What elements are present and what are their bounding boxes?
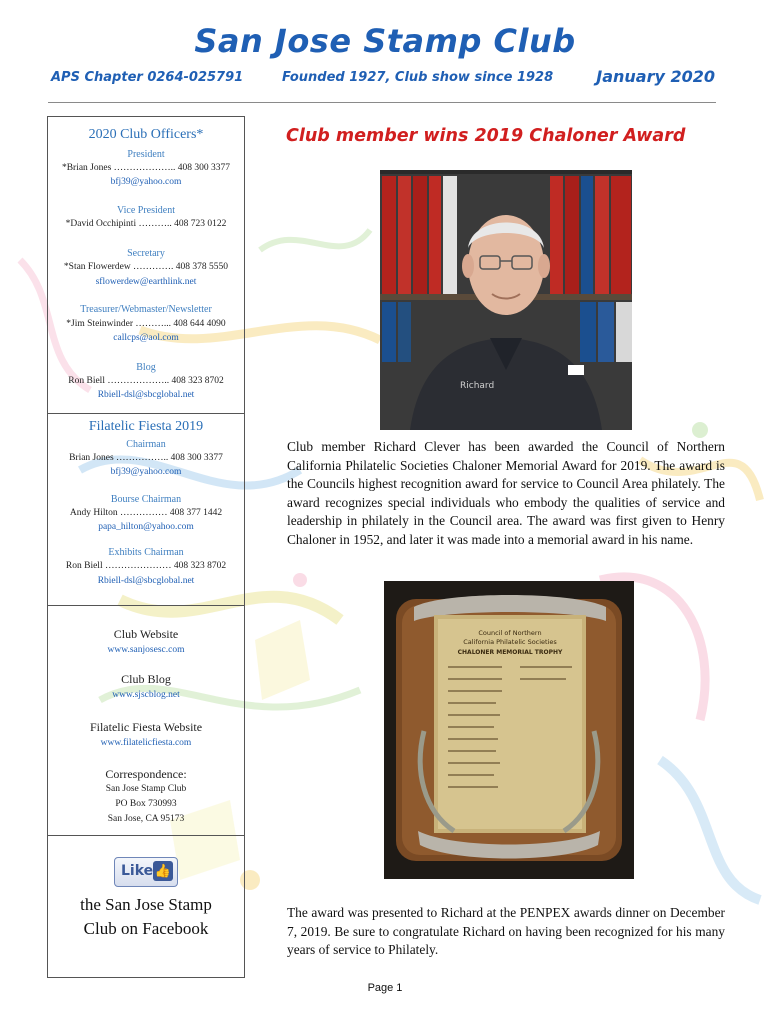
- officer-contact-line: *Jim Steinwinder ………... 408 644 4090: [66, 319, 226, 329]
- club-blog-link[interactable]: www.sjscblog.net: [112, 690, 180, 700]
- plaque-heading: California Philatelic Societies: [463, 638, 557, 646]
- officers-heading: 2020 Club Officers*: [88, 127, 204, 142]
- facebook-caption-line: Club on Facebook: [83, 919, 209, 938]
- officer-role: Treasurer/Webmaster/Newsletter: [80, 304, 212, 315]
- club-website-link[interactable]: www.sanjosesc.com: [107, 645, 185, 655]
- article-paragraph: The award was presented to Richard at the PENPEX awards dinner on December 7, 2019. Be sure to congratulate Richard on having been recognized for his many years of service to Philately.: [287, 905, 725, 957]
- fiesta-role: Bourse Chairman: [110, 494, 182, 505]
- fiesta-website-label: Filatelic Fiesta Website: [89, 720, 203, 734]
- club-website-label: Club Website: [113, 627, 179, 641]
- fiesta-contact-line: Ron Biell ………………… 408 323 8702: [65, 561, 227, 571]
- plaque-heading: Council of Northern: [478, 629, 542, 637]
- club-blog-label: Club Blog: [121, 672, 171, 686]
- name-embroidery-text: Richard: [460, 381, 495, 391]
- correspondence-label: Correspondence:: [105, 767, 187, 781]
- thumbs-up-icon: 👍: [153, 861, 173, 881]
- article-paragraph: Club member Richard Clever has been awarded the Council of Northern California Philatelic Societies Chaloner Memorial Award for 2019. The award is the Councils highest recognition award for service to Council Area philately. The award recognizes special individuals who embody the qualities of service and leadership in philately in the Council area. The award was first given to Henry Chaloner in 1952, and later it was made into a memorial award in his name.: [287, 439, 725, 547]
- fiesta-contact-line: Andy Hilton …………… 408 377 1442: [69, 508, 223, 518]
- officer-contact-line: Ron Biell ……………….. 408 323 8702: [68, 376, 224, 386]
- address-line: San Jose, CA 95173: [107, 814, 185, 824]
- sidebar-divider: [48, 605, 244, 606]
- fiesta-contact-line: Brian Jones …………….. 408 300 3377: [69, 453, 223, 463]
- chaloner-trophy-photo: [384, 581, 634, 879]
- plaque-heading: CHALONER MEMORIAL TROPHY: [457, 649, 563, 656]
- officer-email-link[interactable]: Rbiell-dsl@sbcglobal.net: [97, 390, 195, 400]
- like-label: Like: [121, 863, 154, 879]
- article-headline: Club member wins 2019 Chaloner Award: [286, 126, 686, 146]
- founded-label: Founded 1927, Club show since 1928: [282, 70, 554, 85]
- officer-role: Vice President: [117, 205, 175, 216]
- officer-email-link[interactable]: callcps@aol.com: [113, 333, 179, 343]
- richard-clever-photo: [380, 170, 632, 430]
- newsletter-title: San Jose Stamp Club: [194, 22, 576, 60]
- officer-email-link[interactable]: sflowerdew@earthlink.net: [95, 277, 197, 287]
- fiesta-role: Chairman: [126, 439, 166, 450]
- officer-role: Secretary: [127, 248, 165, 259]
- fiesta-heading: Filatelic Fiesta 2019: [88, 419, 204, 434]
- officer-email-link[interactable]: bfj39@yahoo.com: [110, 177, 182, 187]
- sidebar-divider: [48, 413, 244, 414]
- fiesta-role: Exhibits Chairman: [108, 547, 184, 558]
- address-line: PO Box 730993: [115, 799, 177, 809]
- fiesta-email-link[interactable]: papa_hilton@yahoo.com: [98, 522, 194, 532]
- officer-contact-line: *Stan Flowerdew …………. 408 378 5550: [63, 262, 229, 272]
- officer-contact-line: *David Occhipinti ……….. 408 723 0122: [65, 219, 227, 229]
- fiesta-website-link[interactable]: www.filatelicfiesta.com: [100, 738, 192, 748]
- fiesta-email-link[interactable]: Rbiell-dsl@sbcglobal.net: [97, 576, 195, 586]
- sidebar-divider: [48, 835, 244, 836]
- facebook-caption-line: the San Jose Stamp: [80, 895, 212, 914]
- facebook-like-button[interactable]: [114, 857, 178, 887]
- address-line: San Jose Stamp Club: [105, 784, 187, 794]
- officer-role: Blog: [136, 362, 156, 373]
- facebook-caption: [48, 893, 244, 941]
- aps-chapter-label: APS Chapter 0264-025791: [51, 70, 244, 85]
- masthead-divider: [48, 102, 716, 103]
- sidebar-box: [47, 116, 245, 978]
- officer-role: President: [127, 149, 165, 160]
- officer-contact-line: *Brian Jones ……………….. 408 300 3377: [61, 163, 231, 173]
- fiesta-email-link[interactable]: bfj39@yahoo.com: [110, 467, 182, 477]
- issue-date: January 2020: [596, 67, 715, 86]
- page-number: Page 1: [367, 982, 403, 994]
